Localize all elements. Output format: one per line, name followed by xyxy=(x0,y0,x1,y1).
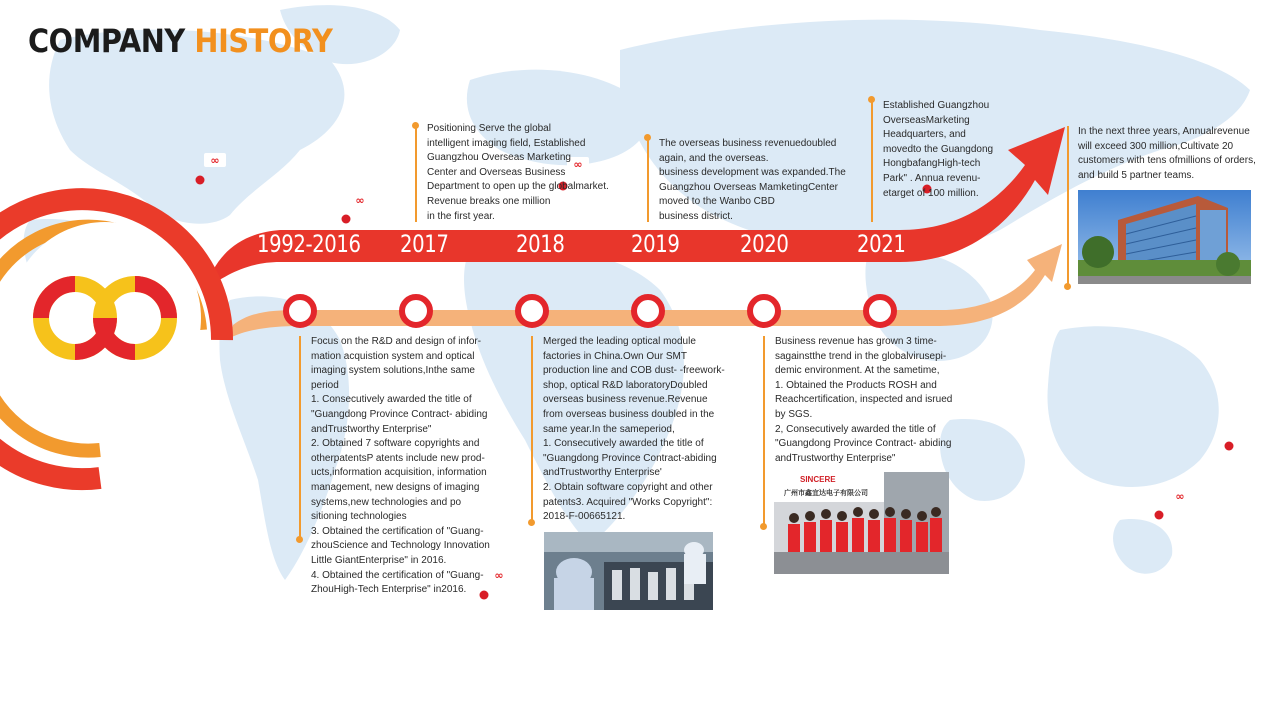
milestone-future-text xyxy=(1078,125,1256,183)
text-line: Established Guangzhou xyxy=(883,100,990,111)
text-line: 2. Obtain software copyright and other xyxy=(543,481,713,493)
connector-line xyxy=(531,336,533,522)
text-line: otherpatentsP atents include new prod- xyxy=(311,452,485,464)
timeline-node xyxy=(399,294,433,328)
connector-dot xyxy=(868,96,875,103)
text-line: andTrustworthy Enterprise' xyxy=(543,467,662,479)
text-line: by SGS. xyxy=(775,408,813,420)
text-line: overseas business revenue.Revenue xyxy=(543,394,708,406)
text-line: "Guangdong Province Contract- abiding xyxy=(311,408,488,420)
text-line: 1. Obtained the Products ROSH and xyxy=(775,379,937,391)
svg-text:∞: ∞ xyxy=(210,154,220,167)
team-photo xyxy=(774,472,949,574)
connector-dot xyxy=(412,122,419,129)
text-line: sagainstthe trend in the globalvirusepi- xyxy=(775,350,947,362)
text-line: will exceed 300 million,Cultivate 20 xyxy=(1078,140,1234,152)
year-label: 2021 xyxy=(857,230,906,258)
text-line: Business revenue has grown 3 time- xyxy=(775,336,937,347)
milestone-2017-text xyxy=(427,122,609,224)
text-line: Park" . Annua revenu- xyxy=(883,172,981,184)
text-line: 3. Obtained the certification of "Guang- xyxy=(311,525,484,537)
text-line: "Guangdong Province Contract-abiding xyxy=(543,452,717,464)
text-line: "Guangdong Province Contract- abiding xyxy=(775,438,952,450)
text-line: 1. Consecutively awarded the title of xyxy=(311,394,472,406)
text-line: factories in China.Own Our SMT xyxy=(543,350,687,362)
text-line: period xyxy=(311,379,339,391)
text-line: Guangzhou Overseas Marketing xyxy=(427,152,571,164)
year-label: 1992-2016 xyxy=(257,230,361,258)
text-line: In the next three years, Annualrevenue xyxy=(1078,126,1250,137)
text-line: Headquarters, and xyxy=(883,129,966,141)
text-line: and build 5 partner teams. xyxy=(1078,169,1195,181)
text-line: sitioning technologies xyxy=(311,511,407,523)
text-line: same year.In the sameperiod, xyxy=(543,423,675,435)
year-label: 2020 xyxy=(740,230,789,258)
svg-text:∞: ∞ xyxy=(494,569,504,582)
factory-photo xyxy=(544,532,713,610)
text-line: Little GiantEnterprise" in 2016. xyxy=(311,554,447,566)
title-part-1: COMPANY xyxy=(28,22,185,60)
text-line: andTrustworthy Enterprise" xyxy=(311,423,432,435)
timeline-node xyxy=(283,294,317,328)
text-line: Department to open up the globalmarket. xyxy=(427,181,609,193)
connector-line xyxy=(647,138,649,222)
text-line: 1. Consecutively awarded the title of xyxy=(543,438,704,450)
text-line: Focus on the R&D and design of infor- xyxy=(311,336,482,347)
text-line: production line and COB dust- -freework- xyxy=(543,365,725,377)
milestone-1992-2016-text xyxy=(311,335,490,598)
text-line: Revenue breaks one million xyxy=(427,195,551,207)
text-line: ucts,information acquisition, information xyxy=(311,467,487,479)
svg-text:∞: ∞ xyxy=(573,158,583,171)
text-line: management, new designs of imaging xyxy=(311,481,480,493)
connector-line xyxy=(871,100,873,222)
milestone-2021-text xyxy=(883,99,993,201)
year-label: 2017 xyxy=(400,230,449,258)
svg-text:∞: ∞ xyxy=(355,194,365,207)
text-line: imaging system solutions,Inthe same xyxy=(311,365,475,377)
timeline-node xyxy=(747,294,781,328)
text-line: moved to the Wanbo CBD xyxy=(659,196,775,208)
text-line: etarget of 100 million. xyxy=(883,187,979,199)
text-line: Reachcertification, inspected and isrued xyxy=(775,394,953,406)
text-line: Guangzhou Overseas MamketingCenter xyxy=(659,181,838,193)
connector-line xyxy=(415,126,417,222)
year-label: 2019 xyxy=(631,230,680,258)
text-line: shop, optical R&D laboratoryDoubled xyxy=(543,379,708,391)
milestone-2018-text xyxy=(543,335,725,525)
timeline-node xyxy=(515,294,549,328)
page-title xyxy=(28,22,332,60)
text-line: Positioning Serve the global xyxy=(427,123,551,134)
connector-line xyxy=(299,336,301,540)
year-label: 2018 xyxy=(516,230,565,258)
text-line: intelligent imaging field, Established xyxy=(427,137,586,149)
timeline-node xyxy=(863,294,897,328)
text-line: Center and Overseas Business xyxy=(427,166,566,178)
text-line: ZhouHigh-Tech Enterprise" in2016. xyxy=(311,584,467,596)
svg-text:∞: ∞ xyxy=(1175,490,1185,503)
team-sign-brand: SINCERE xyxy=(800,475,836,484)
team-sign-company: 广州市鑫宜达电子有限公司 xyxy=(784,490,868,497)
text-line: The overseas business revenuedoubled xyxy=(659,138,837,149)
connector-dot xyxy=(1064,283,1071,290)
text-line: 2. Obtained 7 software copyrights and xyxy=(311,438,480,450)
connector-line xyxy=(763,336,765,526)
text-line: patents3. Acquired "Works Copyright": xyxy=(543,496,713,508)
text-line: systems,new technologies and po xyxy=(311,496,462,508)
text-line: 2018-F-00665121. xyxy=(543,511,626,523)
text-line: mation acquistion system and optical xyxy=(311,350,475,362)
connector-dot xyxy=(296,536,303,543)
text-line: in the first year. xyxy=(427,210,495,222)
connector-dot xyxy=(528,519,535,526)
text-line: OverseasMarketing xyxy=(883,114,970,126)
connector-dot xyxy=(760,523,767,530)
title-part-2: HISTORY xyxy=(194,22,333,60)
connector-dot xyxy=(644,134,651,141)
text-line: 2, Consecutively awarded the title of xyxy=(775,423,936,435)
text-line: customers with tens ofmillions of orders, xyxy=(1078,155,1256,167)
text-line: business development was expanded.The xyxy=(659,167,846,179)
milestone-2020-text xyxy=(775,335,952,466)
text-line: again, and the overseas. xyxy=(659,152,769,164)
text-line: movedto the Guangdong xyxy=(883,143,994,155)
timeline-node xyxy=(631,294,665,328)
text-line: Merged the leading optical module xyxy=(543,336,696,347)
building-photo xyxy=(1078,190,1251,284)
text-line: from overseas business doubled in the xyxy=(543,408,715,420)
text-line: zhouScience and Technology Innovation xyxy=(311,540,490,552)
text-line: andTrustworthy Enterprise" xyxy=(775,452,896,464)
text-line: 4. Obtained the certification of "Guang- xyxy=(311,569,484,581)
connector-line xyxy=(1067,126,1069,286)
text-line: HongbafangHigh-tech xyxy=(883,158,981,170)
text-line: business district. xyxy=(659,210,733,222)
milestone-2019-text xyxy=(659,137,846,225)
text-line: demic environment. At the sametime, xyxy=(775,365,940,377)
